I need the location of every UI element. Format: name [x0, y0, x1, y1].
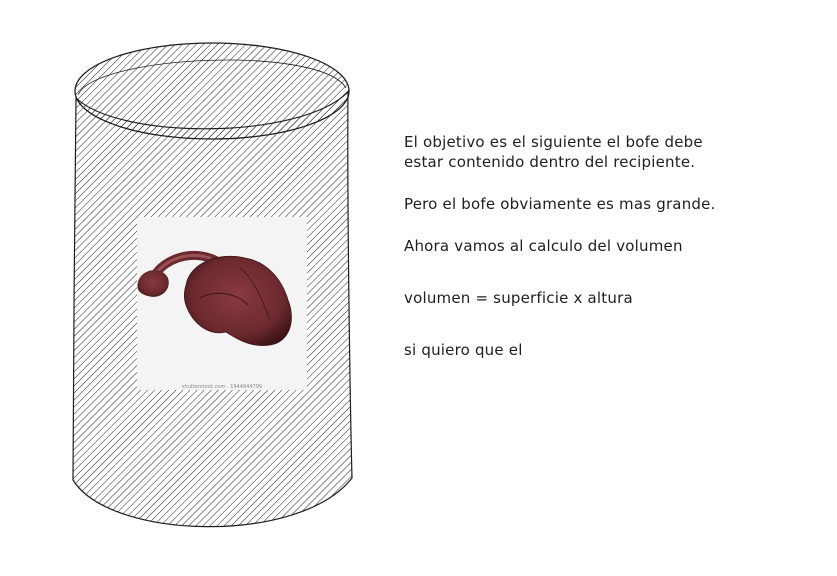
bofe-image — [137, 217, 307, 390]
notes-text — [404, 132, 824, 360]
note-line-1: El objetivo es el siguiente el bofe debe — [404, 133, 703, 151]
cylinder-top — [75, 43, 349, 139]
note-line-6: si quiero que el — [404, 341, 523, 359]
note-line-5: volumen = superficie x altura — [404, 289, 633, 307]
note-line-3: Pero el bofe obviamente es mas grande. — [404, 195, 716, 213]
image-watermark: shutterstock.com · 1944844799 — [181, 384, 263, 390]
note-line-2: estar contenido dentro del recipiente. — [404, 153, 696, 171]
note-line-4: Ahora vamos al calculo del volumen — [404, 237, 683, 255]
